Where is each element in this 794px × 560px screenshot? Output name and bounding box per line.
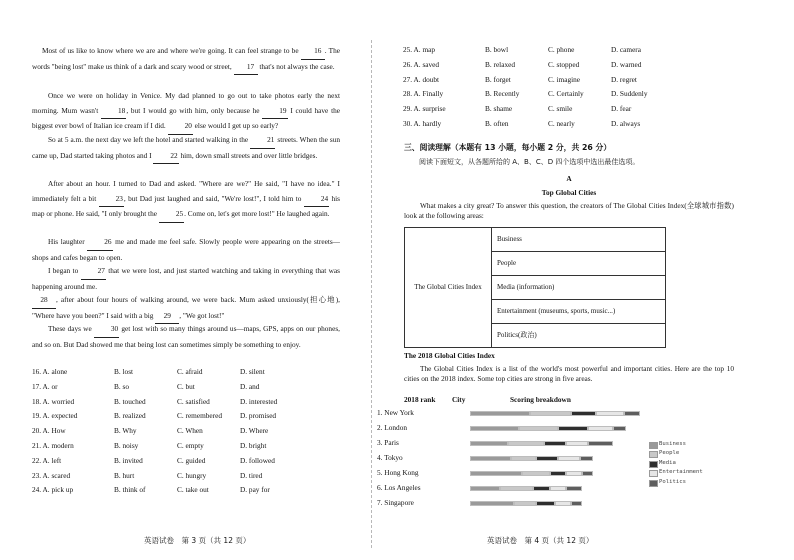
- legend-swatch: [649, 442, 658, 449]
- option-choice: C. but: [177, 381, 195, 391]
- chart-category-label: 5. Hong Kong: [377, 468, 419, 477]
- option-choice: 20. A. How: [32, 426, 66, 436]
- global-cities-index-table: [404, 227, 666, 348]
- cloze-blank: 24: [304, 192, 329, 208]
- cloze-text: his map or phone. He said, "I only brought the: [32, 193, 340, 219]
- cloze-text: I began to: [48, 266, 81, 275]
- cloze-text: After about an hour. I turned to Dad and asked. "Where are we?" He said, "I have no idea." I immediately felt a bit: [32, 179, 340, 203]
- legend-swatch: [649, 461, 658, 468]
- bar-segment-media: [558, 426, 588, 431]
- option-choice: D. interested: [240, 396, 278, 406]
- option-row: [32, 441, 354, 452]
- index-area-entertainment: Entertainment (museums, sports, music...): [492, 300, 666, 324]
- cloze-text: him, down small streets and over little bridges.: [178, 150, 318, 160]
- cloze-blank: 27: [81, 264, 106, 280]
- option-row: [403, 89, 725, 100]
- option-choice: 24. A. pick up: [32, 485, 74, 495]
- legend-swatch: [649, 480, 658, 487]
- option-choice: 19. A. expected: [32, 411, 78, 421]
- cloze-text: , but Dad just laughed and said, "We're lost!", I told him to: [123, 193, 304, 203]
- bar-segment-people: [530, 411, 571, 416]
- option-row: [32, 382, 354, 393]
- option-choice: 23. A. scared: [32, 470, 71, 480]
- option-choice: B. realized: [114, 411, 146, 421]
- option-choice: C. empty: [177, 441, 204, 450]
- cloze-text: , "We got lost!": [179, 310, 225, 320]
- cloze-paragraph: [32, 235, 340, 265]
- option-choice: 26. A. saved: [403, 59, 440, 69]
- bar-segment-media: [536, 456, 558, 461]
- bar-segment-entertainment: [558, 456, 580, 461]
- option-row: [403, 75, 725, 86]
- bar-segment-people: [511, 456, 536, 461]
- bar-segment-people: [514, 501, 536, 506]
- bar-segment-people: [522, 471, 549, 476]
- option-choice: C. afraid: [177, 367, 203, 376]
- bar-segment-entertainment: [566, 441, 588, 446]
- cloze-blank: 20: [168, 119, 193, 135]
- chart-header-breakdown: Scoring breakdown: [510, 395, 571, 404]
- cloze-text: , but I would go with him, only because he: [126, 105, 263, 115]
- option-choice: B. touched: [114, 396, 146, 406]
- bar-segment-business: [470, 471, 522, 476]
- option-choice: 22. A. left: [32, 455, 62, 465]
- bar-segment-business: [470, 501, 514, 506]
- passage-intro: What makes a city great? To answer this question, the creators of The Global Cities Index(全球城市指数) look at the following areas:: [404, 201, 734, 220]
- bar-segment-media: [550, 471, 566, 476]
- bar-segment-people: [508, 441, 544, 446]
- bar-segment-media: [571, 411, 596, 416]
- option-choice: D. and: [240, 381, 260, 391]
- bar-segment-politics: [613, 426, 627, 431]
- cloze-text: I could have the biggest ever bowl of Italian ice cream if I did.: [32, 105, 340, 131]
- bar-segment-politics: [624, 411, 640, 416]
- cloze-text: else would I get up so early?: [192, 121, 279, 131]
- option-choice: B. Why: [114, 426, 137, 436]
- index-area-people: People: [492, 252, 666, 276]
- option-choice: B. relaxed: [485, 59, 515, 69]
- option-choice: B. noisy: [114, 441, 139, 450]
- legend-label: Media: [659, 459, 676, 466]
- option-choice: B. hurt: [114, 470, 135, 480]
- option-choice: C. satisfied: [177, 396, 210, 406]
- cloze-blank: 26: [87, 235, 112, 251]
- option-choice: B. Recently: [485, 89, 520, 99]
- bar-segment-people: [519, 426, 557, 431]
- option-choice: D. warned: [611, 59, 642, 69]
- index-area-media: Media (information): [492, 276, 666, 300]
- cloze-paragraph: [32, 44, 340, 75]
- chart-category-label: 3. Paris: [377, 438, 399, 447]
- index-2018-heading: The 2018 Global Cities Index: [404, 351, 495, 360]
- option-choice: D. silent: [240, 367, 265, 376]
- cloze-options-16-24: [32, 367, 354, 502]
- cloze-text: . The words "being lost" make us think of a dark and scary wood or street,: [32, 46, 340, 71]
- chart-category-label: 4. Tokyo: [377, 453, 403, 462]
- option-choice: C. imagine: [548, 74, 581, 84]
- option-choice: C. Certainly: [548, 89, 584, 99]
- bar-segment-people: [500, 486, 533, 491]
- cloze-paragraph: [32, 322, 340, 352]
- option-choice: D. tired: [240, 470, 263, 480]
- passage-letter: A: [566, 174, 572, 183]
- option-choice: B. invited: [114, 455, 143, 465]
- chart-category-label: 6. Los Angeles: [377, 483, 421, 492]
- bar-segment-media: [544, 441, 566, 446]
- option-choice: 30. A. hardly: [403, 119, 442, 128]
- bar-segment-entertainment: [555, 501, 571, 506]
- option-choice: 17. A. or: [32, 381, 58, 391]
- option-choice: B. lost: [114, 367, 134, 376]
- option-row: [403, 60, 725, 71]
- option-row: [32, 367, 354, 378]
- chart-category-label: 7. Singapore: [377, 498, 414, 507]
- bar-segment-politics: [580, 456, 594, 461]
- option-row: [32, 397, 354, 408]
- cloze-paragraph: [32, 133, 340, 164]
- bar-segment-business: [470, 486, 500, 491]
- option-choice: D. bright: [240, 441, 267, 450]
- cloze-options-25-30: [403, 45, 725, 133]
- cloze-blank: 29: [155, 309, 179, 325]
- bar-segment-media: [536, 501, 555, 506]
- bar-segment-entertainment: [566, 471, 582, 476]
- cloze-text: get lost with so many things around us—maps, GPS, apps on our phones, and so on. But Dad showed me that being lost can sometimes simply be something to enjoy.: [32, 324, 340, 349]
- option-row: [32, 456, 354, 467]
- chart-category-label: 2. London: [377, 423, 407, 432]
- page-footer-right: 英语试卷 第 4 页（共 12 页）: [487, 536, 594, 545]
- bar-segment-business: [470, 426, 519, 431]
- cloze-blank: 21: [250, 133, 275, 149]
- cloze-text: . Come on, let's get more lost!" He laughed again.: [184, 209, 330, 219]
- page-divider: [371, 40, 372, 548]
- index-label-cell: The Global Cities Index: [405, 228, 492, 348]
- option-choice: C. stopped: [548, 59, 580, 69]
- bar-segment-entertainment: [588, 426, 613, 431]
- cloze-text: Once we were on holiday in Venice. My dad planned to go out to take photos early the next morning. Mum wasn't: [32, 91, 340, 115]
- option-choice: D. followed: [240, 455, 275, 465]
- option-choice: 21. A. modern: [32, 441, 74, 450]
- option-choice: D. always: [611, 119, 641, 128]
- option-choice: 29. A. surprise: [403, 104, 446, 114]
- option-choice: C. nearly: [548, 119, 575, 128]
- index-area-business: Business: [492, 228, 666, 252]
- option-choice: B. often: [485, 119, 509, 128]
- legend-label: People: [659, 450, 680, 457]
- cloze-blank: 30: [94, 322, 119, 338]
- bar-segment-entertainment: [550, 486, 566, 491]
- bar-segment-media: [533, 486, 549, 491]
- option-row: [403, 119, 725, 130]
- cloze-blank: 16: [301, 44, 325, 60]
- legend-label: Politics: [659, 478, 686, 485]
- option-choice: C. guided: [177, 455, 206, 465]
- option-choice: D. camera: [611, 45, 641, 54]
- bar-segment-politics: [588, 441, 613, 446]
- option-choice: C. hungry: [177, 470, 207, 480]
- cloze-text: , after about four hours of walking around, we were back. Mum asked unxiously(担心地), "Where have you been?" I said with a big: [32, 295, 340, 320]
- cloze-paragraph: [32, 293, 340, 324]
- option-row: [403, 45, 725, 56]
- option-choice: D. fear: [611, 104, 632, 114]
- option-choice: C. remembered: [177, 411, 222, 421]
- cloze-paragraph: [32, 89, 340, 135]
- legend-label: Business: [659, 441, 686, 447]
- index-area-politics: Politics(政治): [492, 324, 666, 348]
- option-choice: 18. A. worried: [32, 396, 75, 406]
- legend-swatch: [649, 451, 658, 458]
- section-heading: 三、阅读理解（本题有 13 小题，每小题 2 分，共 26 分）: [404, 143, 612, 152]
- cloze-paragraph: [32, 177, 340, 223]
- option-row: [403, 104, 725, 115]
- cloze-blank: 19: [262, 104, 287, 120]
- chart-header-city: City: [452, 395, 466, 404]
- option-choice: C. smile: [548, 104, 573, 114]
- cloze-blank: 18: [101, 104, 126, 120]
- option-choice: B. forget: [485, 74, 511, 84]
- option-row: [32, 411, 354, 422]
- cloze-blank: 17: [234, 60, 258, 76]
- bar-segment-business: [470, 456, 511, 461]
- bar-segment-business: [470, 411, 530, 416]
- option-choice: 16. A. alone: [32, 367, 68, 376]
- option-choice: 25. A. map: [403, 45, 436, 54]
- chart-header-rank: 2018 rank: [404, 395, 436, 404]
- option-choice: B. think of: [114, 485, 146, 495]
- cloze-blank: 28: [32, 293, 56, 309]
- bar-segment-entertainment: [596, 411, 623, 416]
- option-choice: C. take out: [177, 485, 209, 495]
- legend-swatch: [649, 470, 658, 477]
- option-choice: 27. A. doubt: [403, 74, 440, 84]
- cloze-text: So at 5 a.m. the next day we left the hotel and started walking in the: [48, 135, 251, 144]
- option-choice: C. phone: [548, 45, 575, 54]
- option-choice: B. bowl: [485, 45, 509, 54]
- section-instruction: 阅读下面短文，从各题所给的 A、B、C、D 四个选项中选出最佳选项。: [419, 158, 640, 166]
- cloze-text: me and made me feel safe. Slowly people were appearing on the streets—shops and cafes began to open.: [32, 237, 340, 262]
- option-choice: D. Where: [240, 426, 269, 436]
- option-choice: D. promised: [240, 411, 277, 421]
- option-row: [32, 485, 354, 496]
- chart-category-label: 1. New York: [377, 408, 414, 417]
- bar-segment-politics: [582, 471, 593, 476]
- bar-segment-business: [470, 441, 508, 446]
- option-choice: B. shame: [485, 104, 513, 114]
- cloze-blank: 23: [99, 192, 124, 208]
- option-choice: D. Suddenly: [611, 89, 648, 99]
- cloze-text: that we were lost, and just started watching and taking in everything that was happening around me.: [32, 266, 340, 291]
- option-choice: 28. A. Finally: [403, 89, 444, 99]
- option-choice: D. pay for: [240, 485, 270, 495]
- index-2018-text: The Global Cities Index is a list of the world's most powerful and important cities. Here are the top 10 cities on the 2018 index. Some top cities are strong in five areas.: [404, 364, 734, 383]
- cloze-paragraph: [32, 264, 340, 294]
- bar-segment-politics: [566, 486, 582, 491]
- bar-segment-politics: [571, 501, 582, 506]
- cloze-text: His laughter: [48, 237, 88, 246]
- cloze-text: These days we: [48, 324, 94, 333]
- option-row: [32, 426, 354, 437]
- cloze-blank: 25: [159, 207, 184, 223]
- option-row: [32, 471, 354, 482]
- passage-title: Top Global Cities: [541, 188, 597, 197]
- option-choice: D. regret: [611, 74, 637, 84]
- cloze-blank: 22: [153, 149, 178, 165]
- page-footer-left: 英语试卷 第 3 页（共 12 页）: [144, 536, 251, 545]
- cloze-text: streets. When the sun came up, Dad started taking photos and I: [32, 135, 340, 160]
- cloze-text: that's not always the case.: [257, 61, 335, 71]
- cloze-text: Most of us like to know where we are and where we're going. It can feel strange to be: [42, 46, 301, 55]
- option-choice: C. When: [177, 426, 203, 436]
- legend-label: Entertainment: [659, 469, 703, 476]
- option-choice: B. so: [114, 381, 130, 391]
